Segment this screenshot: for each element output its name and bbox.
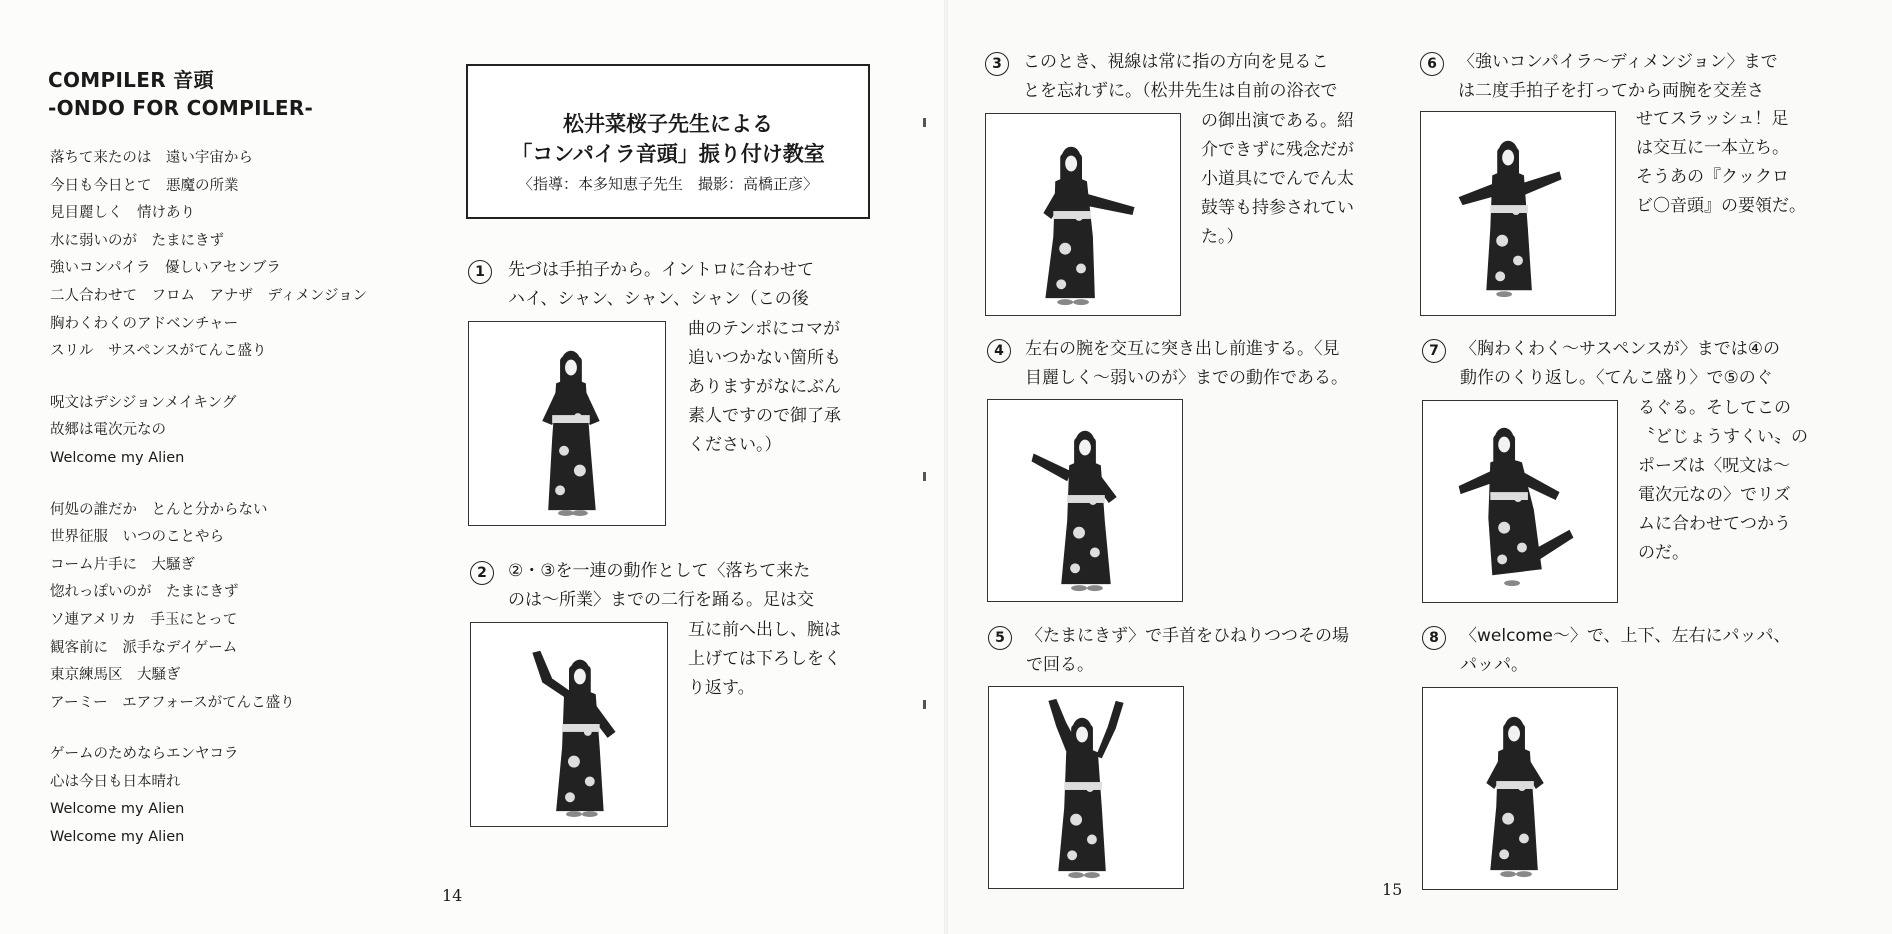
step-text-line: 先づは手拍子から。イントロに合わせて — [508, 260, 814, 280]
dance-photo — [470, 622, 668, 827]
step-side-text — [1638, 394, 1808, 568]
song-title-japanese: COMPILER 音頭 — [48, 68, 214, 92]
dancer-figure-icon — [988, 400, 1182, 601]
lyrics-stanza-4 — [50, 741, 367, 851]
lesson-credit: 〈指導：本多知恵子先生 撮影：高橋正彦〉 — [517, 175, 818, 193]
step-text-line: 〈たまにきず〉で手首をひねりつつその場 — [1026, 626, 1349, 646]
step-side-text — [1201, 107, 1354, 252]
dancer-figure-icon — [989, 687, 1183, 888]
lyric-line: 故郷は電次元なの — [50, 422, 166, 439]
step-text-line: 左右の腕を交互に突き出し前進する。〈見 — [1025, 339, 1340, 359]
song-title — [48, 66, 313, 122]
lyric-line: 見目麗しく 情けあり — [50, 205, 195, 222]
dancer-figure-icon — [986, 114, 1180, 315]
song-title-english: -ONDO FOR COMPILER- — [48, 96, 314, 120]
step-text-line: 〈welcome～〉で、上下、左右にパッパ、 — [1460, 626, 1791, 646]
step-text-line: 動作のくり返し。〈てんこ盛り〉で⑤のぐ — [1460, 368, 1773, 388]
step-text-line: るぐる。そしてこの — [1638, 398, 1791, 418]
step-text-line: ポーズは〈呪文は～ — [1638, 456, 1791, 476]
step-text-line: のは～所業〉までの二行を踊る。足は交 — [508, 590, 814, 610]
step-6 — [1420, 52, 1840, 322]
step-text-line: は二度手拍子を打ってから両腕を交差さ — [1458, 81, 1764, 101]
lyric-line: 今日も今日とて 悪魔の所業 — [50, 177, 239, 194]
step-text-line: 小道具にでんでん太 — [1201, 169, 1354, 189]
step-text — [508, 557, 814, 615]
step-text-line: で回る。 — [1026, 655, 1094, 675]
dancer-figure-icon — [469, 322, 665, 525]
lyric-line: ソ連アメリカ 手玉にとって — [50, 611, 238, 628]
binding-mark — [923, 118, 926, 127]
lyric-line: スリル サスペンスがてんこ盛り — [50, 343, 267, 360]
step-text-line: 鼓等も持参されてい — [1201, 198, 1354, 218]
step-text-line: ビ〇音頭』の要領だ。 — [1636, 196, 1806, 216]
step-text — [1023, 48, 1338, 106]
step-text-line: 〈強いコンパイラ～ディメンジョン〉まで — [1458, 52, 1778, 72]
step-text-line: 〝どじょうすくい〟の — [1638, 427, 1808, 447]
page-number-left: 14 — [442, 886, 463, 905]
step-side-text — [1636, 105, 1806, 221]
lyric-line: 水に弱いのが たまにきず — [50, 232, 224, 249]
step-text-line: 曲のテンポにコマが — [688, 319, 841, 339]
lyric-line: アーミー エアフォースがてんこ盛り — [50, 694, 295, 711]
step-text-line: ②・③を一連の動作として〈落ちて来た — [508, 561, 811, 581]
lyric-line: Welcome my Alien — [50, 801, 185, 818]
dancer-figure-icon — [1423, 401, 1617, 602]
lyric-line: 何処の誰だか とんと分からない — [50, 501, 268, 518]
lyric-line: 心は今日も日本晴れ — [50, 773, 181, 790]
step-4 — [987, 339, 1387, 609]
lyrics — [50, 145, 367, 876]
dance-photo — [1420, 111, 1616, 316]
step-text-line: ムに合わせてつかう — [1638, 514, 1791, 534]
step-text-line: り返す。 — [688, 678, 755, 698]
step-number: 4 — [987, 339, 1011, 363]
lyric-line: ゲームのためならエンヤコラ — [50, 746, 239, 763]
step-number: 7 — [1422, 339, 1446, 363]
step-text-line: 電次元なの〉でリズ — [1638, 485, 1791, 505]
step-text-line: とを忘れずに。（松井先生は自前の浴衣で — [1023, 81, 1338, 101]
step-2 — [470, 561, 880, 831]
lyric-line: 強いコンパイラ 優しいアセンブラ — [50, 260, 281, 277]
step-text-line: は交互に一本立ち。 — [1636, 138, 1789, 158]
step-number: 3 — [985, 52, 1009, 76]
book-spine — [944, 0, 948, 934]
dancer-figure-icon — [1421, 112, 1615, 315]
lyric-line: 呪文はデシジョンメイキング — [50, 394, 237, 411]
lyric-line: Welcome my Alien — [50, 829, 185, 846]
step-text-line: の御出演である。紹 — [1201, 111, 1354, 131]
step-7 — [1422, 339, 1842, 609]
binding-mark — [923, 700, 926, 709]
step-text-line: ハイ、シャン、シャン、シャン（この後 — [508, 289, 809, 309]
page-number-right: 15 — [1382, 880, 1403, 899]
step-text-line: 〈胸わくわく～サスペンスが〉までは④の — [1460, 339, 1781, 359]
lyric-line: 観客前に 派手なデイゲーム — [50, 639, 238, 656]
step-number: 1 — [468, 260, 492, 284]
lyric-line: 世界征服 いつのことやら — [50, 529, 224, 546]
step-text — [1460, 335, 1780, 393]
lyrics-stanza-2 — [50, 390, 367, 473]
step-1 — [468, 260, 878, 530]
lyric-line: 落ちて来たのは 遠い宇宙から — [50, 150, 253, 166]
step-text-line: 上げては下ろしをく — [688, 649, 841, 669]
dance-photo — [987, 399, 1183, 602]
lyrics-stanza-3 — [50, 497, 367, 718]
lesson-header-box — [466, 64, 870, 219]
step-text-line: 介できずに残念だが — [1201, 140, 1354, 160]
dancer-figure-icon — [1423, 688, 1617, 889]
lesson-title-line1: 松井菜桜子先生による — [563, 112, 773, 136]
step-text-line: ありますがなにぶん — [688, 377, 841, 397]
step-5 — [988, 626, 1388, 896]
step-text — [1026, 622, 1349, 680]
step-text-line: 追いつかない箇所も — [688, 348, 841, 368]
step-text-line: せてスラッシュ！足 — [1636, 109, 1789, 129]
dance-photo — [468, 321, 666, 526]
lyric-line: 東京練馬区 大騒ぎ — [50, 667, 181, 684]
lyric-line: 惚れっぽいのが たまにきず — [50, 584, 239, 601]
step-text-line: 互に前へ出し、腕は — [688, 620, 841, 640]
step-text-line: ください。） — [688, 435, 782, 455]
step-text-line: パッパ。 — [1460, 655, 1528, 675]
lyrics-stanza-1 — [50, 145, 367, 366]
step-number: 6 — [1420, 52, 1444, 76]
dancer-figure-icon — [471, 623, 667, 826]
dance-photo — [988, 686, 1184, 889]
step-text — [508, 256, 814, 314]
step-text — [1458, 48, 1778, 106]
step-text-line: そうあの『クックロ — [1636, 167, 1789, 187]
lesson-title-line2: 「コンパイラ音頭」振り付け教室 — [511, 142, 825, 166]
dance-photo — [1422, 400, 1618, 603]
lyric-line: 二人合わせて フロム アナザ ディメンジョン — [50, 287, 368, 304]
step-text-line: 目麗しく～弱いのが〉までの動作である。 — [1025, 368, 1348, 388]
lyric-line: Welcome my Alien — [50, 449, 185, 466]
step-number: 8 — [1422, 626, 1446, 650]
step-3 — [985, 52, 1385, 322]
step-text-line: のだ。 — [1638, 543, 1689, 563]
step-side-text — [688, 616, 841, 703]
step-text — [1025, 335, 1348, 393]
step-8 — [1422, 626, 1842, 896]
step-number: 2 — [470, 561, 494, 585]
step-text — [1460, 622, 1791, 680]
step-number: 5 — [988, 626, 1012, 650]
lyric-line: コーム片手に 大騒ぎ — [50, 556, 195, 573]
dance-photo — [985, 113, 1181, 316]
step-text-line: た。） — [1201, 227, 1244, 247]
binding-mark — [923, 472, 926, 481]
step-text-line: 素人ですので御了承 — [688, 406, 841, 426]
step-side-text — [688, 315, 841, 460]
lyric-line: 胸わくわくのアドベンチャー — [50, 315, 239, 332]
step-text-line: このとき、視線は常に指の方向を見るこ — [1023, 52, 1329, 72]
dance-photo — [1422, 687, 1618, 890]
